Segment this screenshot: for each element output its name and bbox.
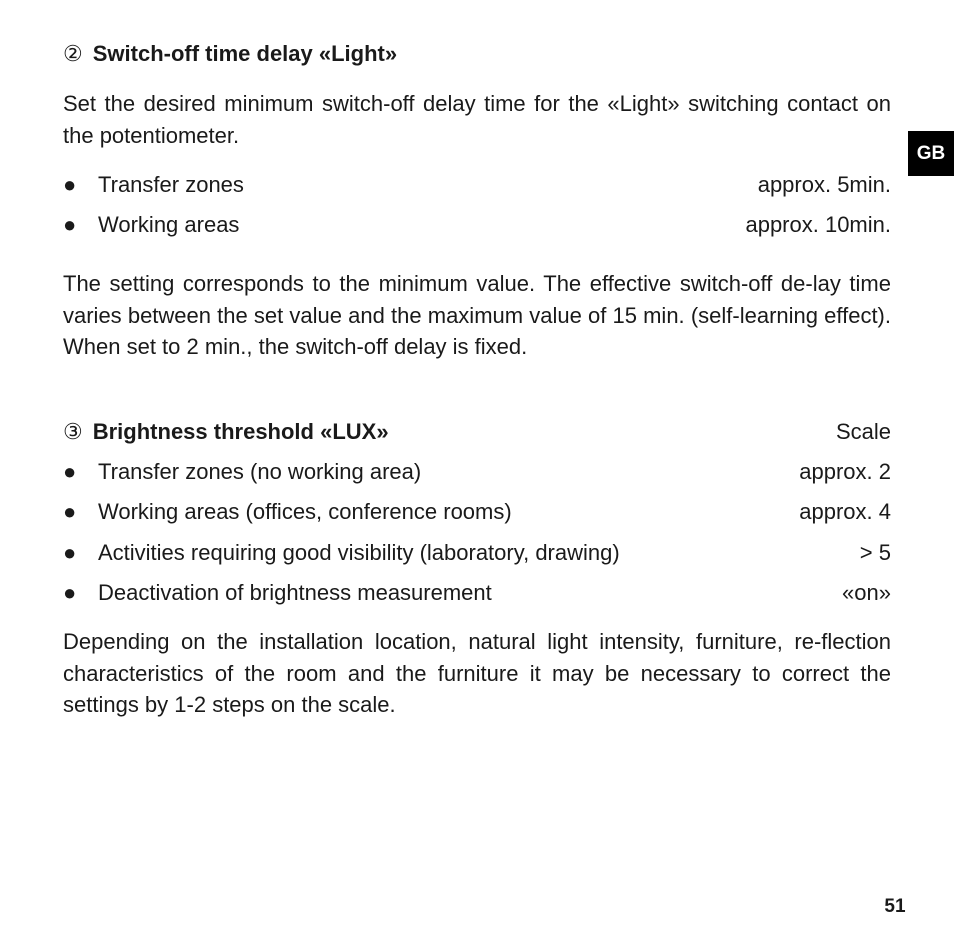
language-tab: GB bbox=[908, 131, 954, 176]
section-heading-switch-off-delay bbox=[63, 41, 891, 67]
list-item bbox=[63, 210, 891, 240]
list-item-label: Activities requiring good visibility (laboratory, drawing) bbox=[98, 540, 620, 565]
list-item-label: Working areas (offices, conference rooms) bbox=[98, 499, 512, 524]
section-number: ② bbox=[63, 41, 83, 66]
list-item-value: approx. 5min. bbox=[757, 172, 891, 197]
list-item-value: approx. 4 bbox=[799, 499, 891, 524]
list-item-value: approx. 2 bbox=[799, 459, 891, 484]
page-number: 51 bbox=[884, 896, 906, 917]
bullet: ● bbox=[63, 212, 77, 237]
list-item bbox=[63, 457, 891, 487]
bullet: ● bbox=[63, 459, 77, 484]
bullet: ● bbox=[63, 499, 77, 524]
section-note-paragraph: Depending on the installation location, natural light intensity, furniture, re-flection characteristics of the room and the furniture it may be necessary to correct the settings by 1-2 steps on the scale. bbox=[63, 629, 891, 717]
list-item-label: Deactivation of brightness measurement bbox=[98, 580, 492, 605]
bullet: ● bbox=[63, 172, 77, 197]
list-item bbox=[63, 170, 891, 200]
list-item-label: Transfer zones bbox=[98, 172, 244, 197]
section-heading-brightness-threshold bbox=[63, 419, 891, 445]
section-number: ③ bbox=[63, 419, 83, 444]
section-title: Switch-off time delay «Light» bbox=[92, 41, 398, 66]
list-item-value: «on» bbox=[842, 580, 891, 605]
list-item bbox=[63, 538, 891, 568]
list-item-value: > 5 bbox=[859, 540, 891, 565]
list-item-label: Transfer zones (no working area) bbox=[98, 459, 422, 484]
bullet: ● bbox=[63, 580, 77, 605]
section-intro-paragraph: Set the desired minimum switch-off delay time for the «Light» switching contact on the potentiometer. bbox=[63, 91, 891, 148]
list-item-value: approx. 10min. bbox=[745, 212, 891, 237]
section-title: Brightness threshold «LUX» bbox=[92, 419, 389, 444]
list-item-label: Working areas bbox=[98, 212, 240, 237]
section-note-paragraph: The setting corresponds to the minimum value. The effective switch-off de-lay time varies between the set value and the maximum value of 15 min. (self-learning effect). When set to 2 min., the switch-off delay is fixed. bbox=[63, 271, 891, 359]
scale-column-label: Scale bbox=[835, 419, 891, 444]
bullet: ● bbox=[63, 540, 77, 565]
list-item bbox=[63, 578, 891, 608]
list-item bbox=[63, 497, 891, 527]
